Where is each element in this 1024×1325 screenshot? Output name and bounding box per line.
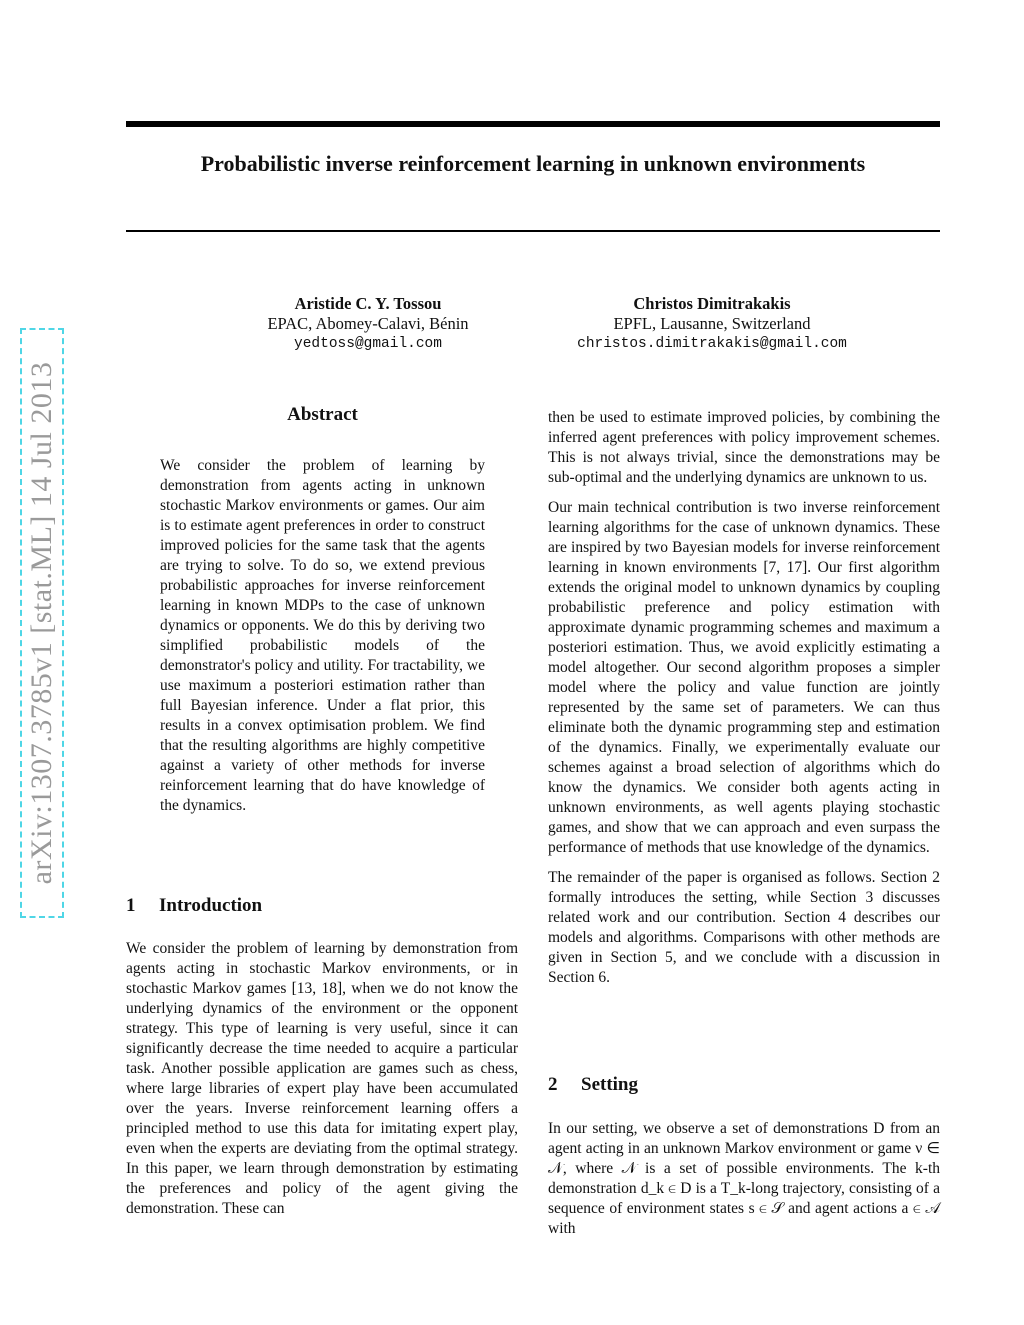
author-email: yedtoss@gmail.com	[294, 336, 442, 352]
section-title: Introduction	[159, 895, 263, 916]
intro-paragraph: We consider the problem of learning by demonstration from agents acting in stochastic Markov environments, or in stochastic Markov games [13, 18], when we do not know the underlying dynamics of the environment or the opponent strategy. This type of learning is very useful, since it can significantly decrease the time needed to acquire a particular task. Another possible application are games such as chess, where large libraries of expert play have been accumulated over the years. Inverse reinforcement learning offers a principled method to use this data for imitating expert play, even when the experts are deviating from the optimal strategy. In this paper, we learn through demonstration by estimating the preferences and policy of the agent giving the demonstration. These can	[126, 940, 518, 1217]
arxiv-identifier: arXiv:1307.3785v1 [stat.ML] 14 Jul 2013	[25, 361, 58, 885]
author-email: christos.dimitrakakis@gmail.com	[577, 336, 847, 352]
section-number: 1	[126, 895, 136, 916]
setting-paragraph: In our setting, we observe a set of demonstrations D from an agent acting in an unknown Markov environment or game ν ∈ 𝒩, where 𝒩 is a set of possible environments. The k-th demonstration d_k ∈ D is a T_k-long trajectory, consisting of a sequence of environment states s ∈ 𝒮 and agent actions a ∈ 𝒜 with	[548, 1120, 940, 1237]
author-name: Aristide C. Y. Tossou	[294, 294, 442, 313]
author-name: Christos Dimitrakakis	[633, 294, 791, 313]
setting-text	[548, 1119, 940, 1249]
author-block-1	[198, 294, 538, 354]
paper-title: Probabilistic inverse reinforcement learning in unknown environments	[200, 151, 866, 176]
section-number: 2	[548, 1074, 558, 1095]
introduction-text	[126, 939, 518, 1229]
abstract-heading: Abstract	[287, 404, 358, 425]
right-paragraph-1: then be used to estimate improved policies, by combining the inferred agent preferences with policy improvement schemes. This is not always trivial, since the demonstrations may be sub-optimal and the underlying dynamics are unknown to us.	[548, 409, 940, 486]
section-heading-introduction	[126, 895, 262, 917]
right-paragraph-3: The remainder of the paper is organised as follows. Section 2 formally introduces the setting, while Section 3 discusses related work and our contribution. Section 4 describes our models and algorithms. Comparisons with other methods are given in Section 5, and we conclude with a discussion in Section 6.	[548, 869, 940, 986]
right-column-text	[548, 408, 940, 998]
title-top-rule	[126, 121, 940, 127]
author-block-2	[542, 294, 882, 354]
section-heading-setting	[548, 1074, 638, 1096]
right-paragraph-2: Our main technical contribution is two inverse reinforcement learning algorithms for the case of unknown dynamics. These are inspired by two Bayesian models for inverse reinforcement learning in known environments [7, 17]. Our first algorithm extends the original model to unknown dynamics by coupling probabilistic preference and policy estimation with approximate dynamic programming schemes and maximum a posteriori estimation. Thus, we avoid explicitly estimating a model altogether. Our second algorithm proposes a simpler model where the policy and value function are jointly represented by the same set of parameters. We can thus eliminate both the dynamic programming step and estimation of the dynamics. Finally, we experimentally evaluate our schemes against a broad selection of algorithms which do know the dynamics. We consider both agents acting in unknown environments, as well agents playing stochastic games, and show that we can approach and even surpass the performance of methods that use knowledge of the dynamics.	[548, 499, 940, 856]
author-affiliation: EPAC, Abomey-Calavi, Bénin	[267, 314, 469, 333]
abstract-text: We consider the problem of learning by demonstration from agents acting in unknown stochastic Markov environments or games. Our aim is to estimate agent preferences in order to construct improved policies for the same task that the agents are trying to solve. To do so, we extend previous probabilistic approaches for inverse reinforcement learning in known MDPs to the case of unknown dynamics or opponents. We do this by deriving two simplified probabilistic models of the demonstrator's policy and utility. For tractability, we use maximum a posteriori estimation rather than full Bayesian inference. Under a flat prior, this results in a convex optimisation problem. We find that the resulting algorithms are highly competitive against a variety of other methods for inverse reinforcement learning that do have knowledge of the dynamics.	[160, 457, 485, 814]
section-title: Setting	[581, 1074, 638, 1095]
author-affiliation: EPFL, Lausanne, Switzerland	[613, 314, 811, 333]
title-bottom-rule	[126, 230, 940, 232]
